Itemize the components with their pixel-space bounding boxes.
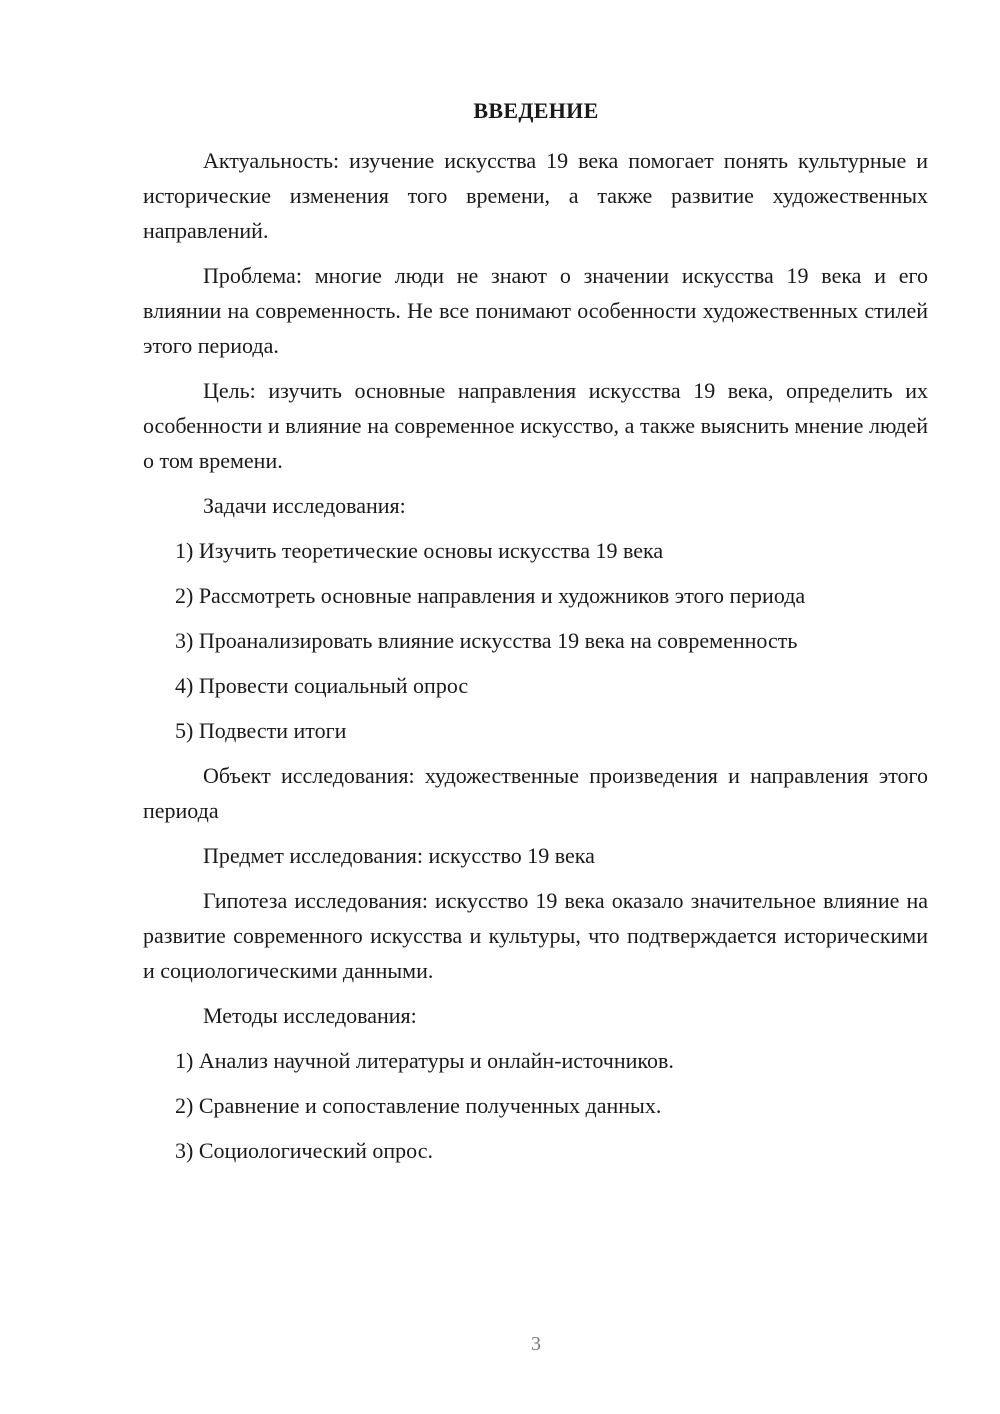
goal-paragraph: Цель: изучить основные направления искусства 19 века, определить их особенности и влияние на современное искусство, а также выяснить мнение людей о том времени. xyxy=(143,378,928,473)
task-item: 3) Проанализировать влияние искусства 19 века на современность xyxy=(175,628,798,653)
subject-paragraph: Предмет исследования: искусство 19 века xyxy=(203,843,595,868)
page-number: 3 xyxy=(531,1333,541,1355)
methods-heading: Методы исследования: xyxy=(203,1003,417,1028)
method-item: 2) Сравнение и сопоставление полученных данных. xyxy=(175,1093,662,1118)
relevance-paragraph: Актуальность: изучение искусства 19 века помогает понять культурные и исторические изменения того времени, а также развитие художественных направлений. xyxy=(143,148,928,243)
task-item: 4) Провести социальный опрос xyxy=(175,673,469,698)
document-body xyxy=(143,143,928,1178)
tasks-heading: Задачи исследования: xyxy=(203,493,406,518)
task-item: 5) Подвести итоги xyxy=(175,718,347,743)
task-item: 1) Изучить теоретические основы искусства 19 века xyxy=(175,538,664,563)
page-title: ВВЕДЕНИЕ xyxy=(473,98,599,123)
hypothesis-paragraph: Гипотеза исследования: искусство 19 века оказало значительное влияние на развитие современного искусства и культуры, что подтверждается историческими и социологическими данными. xyxy=(143,888,928,983)
task-item: 2) Рассмотреть основные направления и художников этого периода xyxy=(175,583,806,608)
method-item: 3) Социологический опрос. xyxy=(175,1138,433,1163)
problem-paragraph: Проблема: многие люди не знают о значении искусства 19 века и его влиянии на современность. Не все понимают особенности художественных стилей этого периода. xyxy=(143,263,928,358)
object-paragraph: Объект исследования: художественные произведения и направления этого периода xyxy=(143,763,928,823)
method-item: 1) Анализ научной литературы и онлайн-источников. xyxy=(175,1048,674,1073)
